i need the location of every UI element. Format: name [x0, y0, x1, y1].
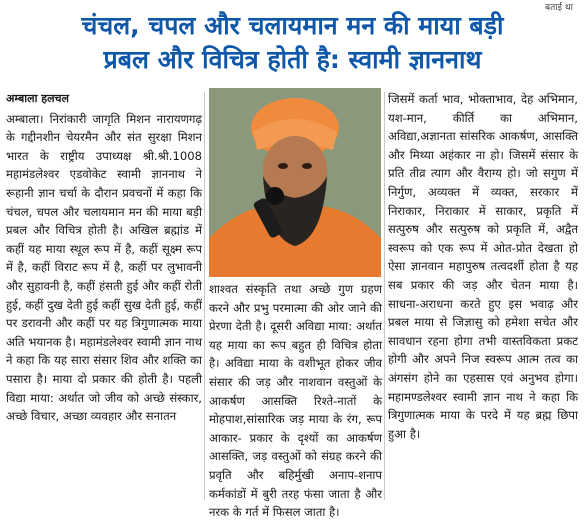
dateline: अम्बाला हलचल	[6, 92, 69, 105]
article-column-1	[6, 90, 202, 426]
headline	[0, 9, 585, 77]
column-divider	[204, 92, 205, 500]
speaker-photo	[209, 88, 381, 277]
column-3-text: जिसमें कर्ता भाव, भोक्ताभाव, देह अभिमान, यश-मान, कीर्ति का अभिमान, अविद्या,अज्ञानता सांसरिक आकर्षण, आसक्ति और मिथ्या अहंकार ना हो। जिसमें संसार के प्रति तीव्र त्याग और वैराग्य हो। जो सगुण में निर्गुण, अव्यक्त में व्यक्त, सरकार में निराकार, निराकार में साकार, प्रकृति में सत्पुरुष और सत्पुरुष को प्रकृति में, अद्वैत स्वरूप को एक रूप में ओत-प्रोत देखता हो ऐसा ज्ञानवान महापुरुष तत्वदर्शी होता है यह सब प्रकार की जड़ और चेतन माया है। साधना-अराधना करते हुए इस भवाढ़ और प्रबल माया से जिज्ञासु को हमेशा सचेत और सावधान रहना होगा तभी वास्तविकता प्रकट होगी और अपने निज स्वरूप आत्म तत्व का अंगसंग होने का एहसास एवं अनुभव होगा। महामण्डलेश्वर स्वामी ज्ञान नाथ ने कहा कि त्रिगुणात्मक माया के परदे में यह ब्रह्म छिपा हुआ है।	[388, 92, 578, 441]
top-border	[0, 0, 585, 4]
headline-line-2: प्रबल और विचित्र होती है: स्वामी ज्ञाननाथ	[103, 45, 482, 74]
article-column-3	[388, 90, 578, 443]
article-column-2	[209, 280, 382, 522]
column-2-text: शाश्वत संस्कृति तथा अच्छे गुण ग्रहण करने और प्रभु परमात्मा की ओर जाने की प्रेरणा देती है। दूसरी अविद्या माया: अर्थात यह माया का रूप बहुत ही विचित्र होता है। अविद्या माया के वशीभूत होकर जीव संसार की जड़ और नाशवान वस्तुओं के आकर्षण आसक्ति रिश्ते-नातों के मोहपाश,सांसारिक जड़ माया के रंग, रूप आकार- प्रकार के दृश्यों का आकर्षण आसक्ति, जड़ वस्तुओं को संग्रह करने की प्रवृति और बहिर्मुखी अनाप-शनाप कर्मकांडों में बुरी तरह फंसा जाता है और नरक के गर्त में फिसल जाता है।	[209, 282, 382, 520]
column-1-text: अम्बाला। निरांकारी जागृति मिशन नारायणगढ़ के गद्दीनशीन चेयरमैन और संत सुरक्षा मिशन भारत के राष्ट्रीय उपाध्यक्ष श्री.श्री.1008 महामंडलेश्वर एडवोकेट स्वामी ज्ञाननाथ ने रूहानी ज्ञान चर्चा के दौरान प्रवचनों में कहा कि चंचल, चपल और चलायमान मन की माया बड़ी प्रबल और विचित्र होती है। अखिल ब्रह्मांड में कहीं यह माया स्थूल रूप में है, कहीं सूक्ष्म रूप में है, कहीं विराट रूप में है, कहीं पर लुभावनी और सुहावनी है, कहीं हंसती हुई और कहीं रोती हुई, कहीं दुख देती हुई कहीं सुख देती हुई, कहीं पर डरावनी और कहीं पर यह त्रिगुणात्मक माया अति भयानक है। महामंडलेश्वर स्वामी ज्ञान नाथ ने कहा कि यह सारा संसार शिव और शक्ति का पसारा है। माया दो प्रकार की होती है। पहली विद्या माया: अर्थात जो जीव को अच्छे संस्कार, अच्छे विचार, अच्छा व्यवहार और सनातन	[6, 111, 202, 424]
previous-column-fragment: बताई था	[545, 3, 573, 13]
speaker-illustration	[209, 88, 381, 277]
column-divider	[384, 92, 385, 500]
headline-line-1: चंचल, चपल और चलायमान मन की माया बड़ी	[81, 11, 504, 40]
